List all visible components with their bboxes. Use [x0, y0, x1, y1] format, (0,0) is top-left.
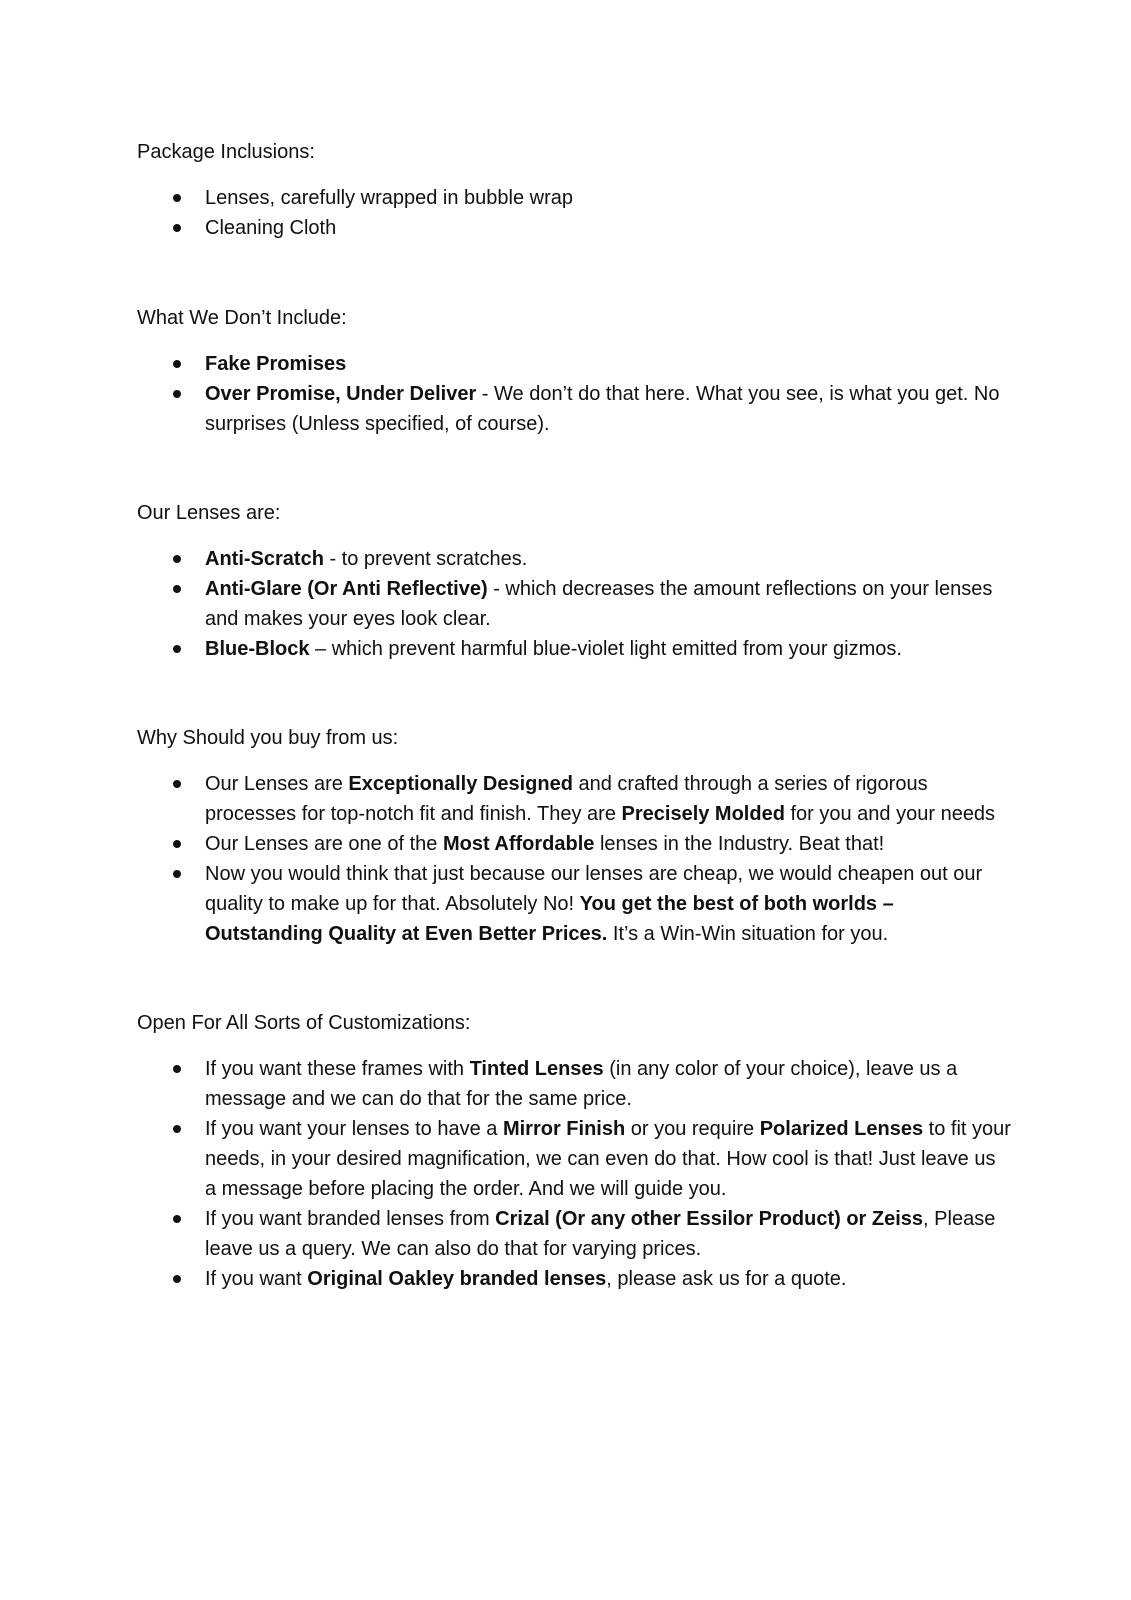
lens-features-section: [137, 498, 1011, 664]
section-heading: Our Lenses are:: [137, 502, 281, 524]
list-item: [137, 379, 1011, 439]
bold-text: Over Promise, Under Deliver: [205, 383, 477, 405]
list-item: [137, 1204, 1011, 1264]
bullet-list: [137, 769, 1011, 949]
list-item: [137, 1054, 1011, 1114]
bullet-icon: [173, 194, 181, 202]
text: Our Lenses are: [205, 773, 349, 795]
bullet-icon: [173, 645, 181, 653]
bold-text: Crizal (Or any other Essilor Product) or Zeiss: [495, 1208, 924, 1230]
bullet-icon: [173, 1215, 181, 1223]
bullet-icon: [173, 1125, 181, 1133]
bold-text: Most Affordable: [442, 833, 595, 855]
bold-text: Tinted Lenses: [469, 1058, 604, 1080]
bold-text: Polarized Lenses: [759, 1118, 924, 1140]
bullet-icon: [173, 360, 181, 368]
text: If you want these frames with: [205, 1058, 470, 1080]
text: lenses in the Industry. Beat that!: [594, 833, 885, 855]
text: - which decreases the amount reflections on your lenses and makes your eyes look clear.: [205, 578, 993, 630]
text: Cleaning Cloth: [205, 217, 337, 239]
bold-text: Precisely Molded: [621, 803, 785, 825]
list-item: [137, 769, 1011, 829]
bold-text: Mirror Finish: [502, 1118, 626, 1140]
text: – which prevent harmful blue-violet light emitted from your gizmos.: [309, 638, 902, 660]
bold-text: Blue-Block: [205, 638, 310, 660]
section-heading: Why Should you buy from us:: [137, 727, 399, 749]
exclusions-section: [137, 303, 1011, 439]
bullet-icon: [173, 780, 181, 788]
list-item: [137, 349, 1011, 379]
bold-text: Anti-Scratch: [205, 548, 324, 570]
text: or you require: [625, 1118, 760, 1140]
text: and crafted through a series of rigorous processes for top-notch fit and finish. They are: [205, 773, 928, 825]
bullet-icon: [173, 870, 181, 878]
text: Our Lenses are one of the: [205, 833, 443, 855]
text: , Please leave us a query. We can also do that for varying prices.: [205, 1208, 996, 1260]
bullet-icon: [173, 555, 181, 563]
text: , please ask us for a quote.: [606, 1268, 847, 1290]
bold-text: Fake Promises: [205, 353, 347, 375]
bold-text: You get the best of both worlds – Outstanding Quality at Even Better Prices.: [205, 893, 894, 945]
bullet-icon: [173, 585, 181, 593]
list-item: [137, 859, 1011, 949]
list-item: [137, 213, 1011, 243]
text: Now you would think that just because our lenses are cheap, we would cheapen out our quality to make up for that. Absolutely No!: [205, 863, 983, 915]
text: (in any color of your choice), leave us a message and we can do that for the same price.: [205, 1058, 958, 1110]
why-buy-section: [137, 723, 1011, 949]
list-item: [137, 1114, 1011, 1204]
text: - to prevent scratches.: [323, 548, 528, 570]
bullet-icon: [173, 390, 181, 398]
document-body: [137, 137, 1011, 1294]
bold-text: Anti-Glare (Or Anti Reflective): [205, 578, 488, 600]
text: to fit your needs, in your desired magnification, we can even do that. How cool is that! Just leave us a message before placing the order. And we will guide you.: [205, 1118, 1011, 1200]
bold-text: Original Oakley branded lenses: [307, 1268, 607, 1290]
bullet-list: [137, 349, 1011, 439]
bullet-icon: [173, 1065, 181, 1073]
bold-text: Exceptionally Designed: [348, 773, 573, 795]
text: If you want: [205, 1268, 308, 1290]
text: It’s a Win-Win situation for you.: [607, 923, 889, 945]
text: If you want branded lenses from: [205, 1208, 496, 1230]
section-heading: What We Don’t Include:: [137, 307, 347, 329]
bullet-list: [137, 1054, 1011, 1294]
text: - We don’t do that here. What you see, is what you get. No surprises (Unless specified, of course).: [205, 383, 1000, 435]
list-item: [137, 829, 1011, 859]
bullet-icon: [173, 224, 181, 232]
bullet-icon: [173, 840, 181, 848]
text: If you want your lenses to have a: [205, 1118, 503, 1140]
text: for you and your needs: [784, 803, 996, 825]
bullet-list: [137, 544, 1011, 664]
bullet-list: [137, 183, 1011, 243]
list-item: [137, 183, 1011, 213]
text: Lenses, carefully wrapped in bubble wrap: [205, 187, 573, 209]
list-item: [137, 574, 1011, 634]
list-item: [137, 544, 1011, 574]
list-item: [137, 634, 1011, 664]
list-item: [137, 1264, 1011, 1294]
customizations-section: [137, 1008, 1011, 1294]
section-heading: Open For All Sorts of Customizations:: [137, 1012, 471, 1034]
section-heading: Package Inclusions:: [137, 141, 315, 163]
package-inclusions-section: [137, 137, 1011, 243]
bullet-icon: [173, 1275, 181, 1283]
